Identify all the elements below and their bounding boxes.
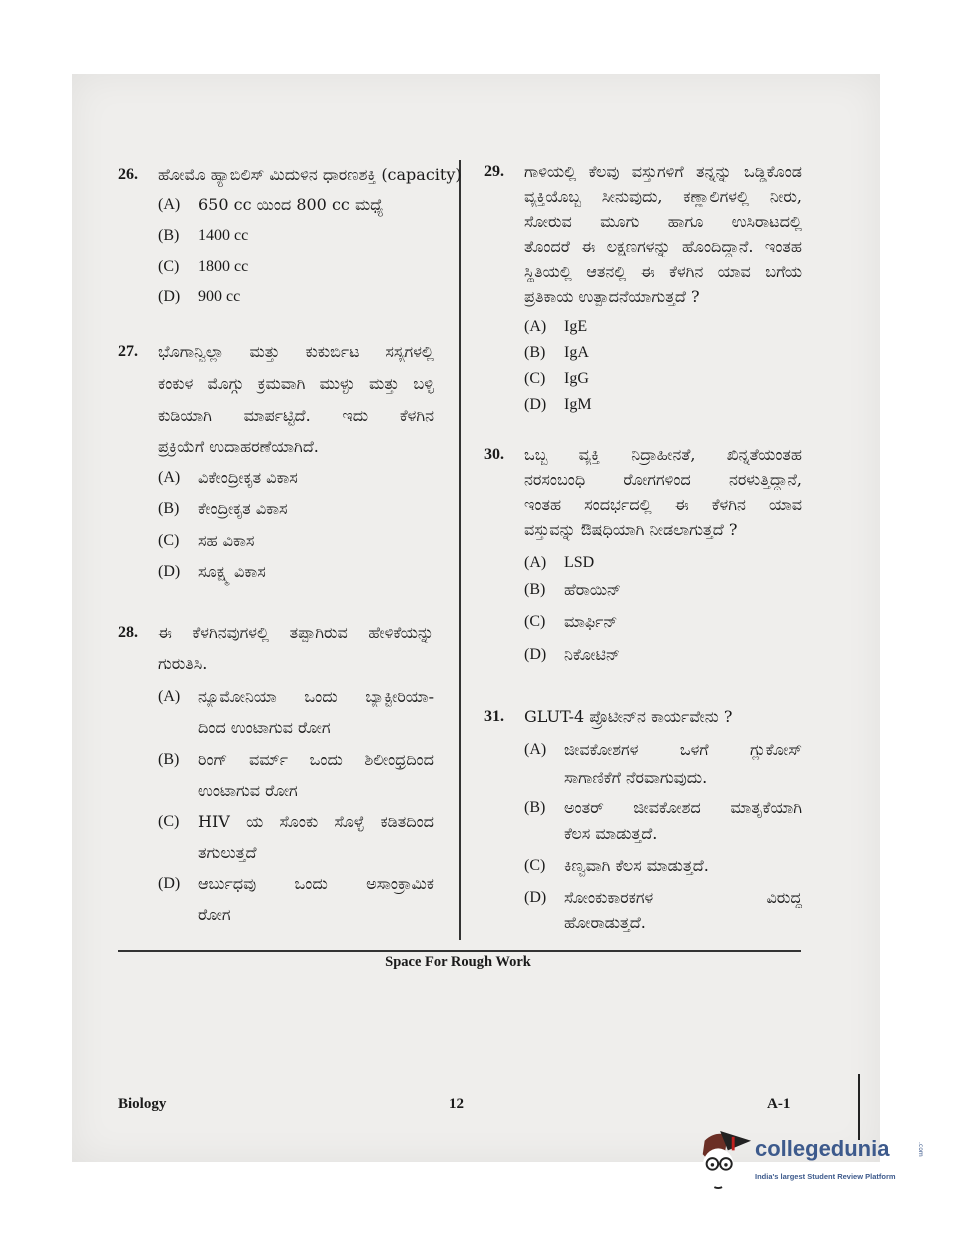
- option-text-line: IgA: [564, 344, 589, 361]
- question-text-line: ಕಂಕುಳ ಮೊಗ್ಗು ಕ್ರಮವಾಗಿ ಮುಳ್ಳು ಮತ್ತು ಬಳ್ಳಿ: [158, 374, 434, 393]
- question-text-line: ಕುಡಿಯಾಗಿ ಮಾರ್ಪಟ್ಟಿದೆ. ಇದು ಕೆಳಗಿನ: [158, 406, 434, 425]
- option-label: (C): [524, 370, 546, 387]
- question-text-line: ಗಾಳಿಯಲ್ಲಿ ಕೆಲವು ವಸ್ತುಗಳಿಗೆ ತನ್ನನ್ನು ಒಡ್ಡಿಕೊಂಡ: [524, 162, 802, 181]
- option-text-line: ಜೀವಕೋಶಗಳ ಒಳಗೆ ಗ್ಲುಕೋಸ್: [564, 740, 802, 759]
- option-label: (A): [158, 196, 181, 213]
- column-divider: [459, 160, 461, 940]
- option-text-line: 1400 cc: [198, 227, 249, 244]
- option-text-line: ಕಿಣ್ವವಾಗಿ ಕೆಲಸ ಮಾಡುತ್ತದೆ.: [564, 856, 709, 875]
- option-label: (C): [158, 813, 180, 830]
- option-text-line: ತಗುಲುತ್ತದೆ: [198, 843, 257, 862]
- option-text-line: IgG: [564, 370, 589, 387]
- option-label: (A): [524, 554, 547, 571]
- option-text-line: ಕೇಂದ್ರೀಕೃತ ವಿಕಾಸ: [198, 499, 288, 518]
- question-number: 28.: [118, 624, 138, 641]
- option-label: (B): [524, 344, 546, 361]
- option-text-line: ರಿಂಗ್ ವರ್ಮ್ ಒಂದು ಶಿಲೀಂಧ್ರದಿಂದ: [198, 750, 434, 769]
- option-text-line: ಹೋರಾಡುತ್ತದೆ.: [564, 913, 646, 932]
- option-label: (A): [158, 469, 181, 486]
- question-number: 27.: [118, 343, 138, 360]
- option-text-line: ನಿಕೋಟಿನ್: [564, 645, 621, 664]
- logo-tagline: India's largest Student Review Platform: [755, 1172, 896, 1181]
- footer-subject: Biology: [118, 1096, 167, 1112]
- footer-page-number: 12: [449, 1096, 464, 1112]
- option-text-line: ಉಂಟಾಗುವ ರೋಗ: [198, 781, 298, 800]
- option-label: (C): [524, 857, 546, 874]
- option-text-line: ಹೆರಾಯಿನ್: [564, 580, 622, 599]
- question-text-line: ಇಂತಹ ಸಂದರ್ಭದಲ್ಲಿ ಈ ಕೆಳಗಿನ ಯಾವ: [524, 495, 802, 514]
- question-text-line: ಗುರುತಿಸಿ.: [158, 654, 208, 673]
- option-text-line: ಸಹ ವಿಕಾಸ: [198, 531, 255, 550]
- option-text-line: ಸೂಕ್ಷ್ಮ ವಿಕಾಸ: [198, 562, 266, 581]
- option-label: (D): [158, 563, 181, 580]
- option-label: (D): [158, 875, 181, 892]
- question-text-line: ಪ್ರಕ್ರಿಯೆಗೆ ಉದಾಹರಣೆಯಾಗಿದೆ.: [158, 437, 319, 456]
- option-label: (D): [158, 288, 181, 305]
- option-label: (A): [524, 741, 547, 758]
- question-number: 26.: [118, 166, 138, 183]
- option-text-line: ಮಾರ್ಫಿನ್: [564, 612, 618, 631]
- option-label: (A): [524, 318, 547, 335]
- option-text-line: ಅಂತರ್ ಜೀವಕೋಶದ ಮಾತೃಕೆಯಾಗಿ: [564, 798, 802, 817]
- option-text-line: ಕೆಲಸ ಮಾಡುತ್ತದೆ.: [564, 824, 658, 843]
- question-text-line: ಭೊಗಾನ್ವಿಲ್ಲಾ ಮತ್ತು ಕುಕುರ್ಬಿಟ ಸಸ್ಯಗಳಲ್ಲಿ: [158, 342, 434, 361]
- question-text-line: GLUT-4 ಪ್ರೊಟೀನ್‌ನ ಕಾರ್ಯವೇನು ?: [524, 707, 733, 726]
- option-label: (B): [524, 799, 546, 816]
- question-number: 31.: [484, 708, 504, 725]
- question-text-line: ಈ ಕೆಳಗಿನವುಗಳಲ್ಲಿ ತಪ್ಪಾಗಿರುವ ಹೇಳಿಕೆಯನ್ನು: [158, 623, 434, 642]
- option-text-line: ಆರ್ಬುಧವು ಒಂದು ಅಸಾಂಕ್ರಾಮಿಕ: [198, 874, 434, 893]
- option-label: (B): [158, 500, 180, 517]
- question-text-line: ತೊಂದರೆ ಈ ಲಕ್ಷಣಗಳನ್ನು ಹೊಂದಿದ್ದಾನೆ. ಇಂತಹ: [524, 237, 802, 256]
- option-label: (C): [158, 258, 180, 275]
- option-text-line: 650 cc ಯಿಂದ 800 cc ಮಧ್ಯೆ: [198, 195, 384, 214]
- option-text-line: ಸಾಗಾಣಿಕೆಗೆ ನೆರವಾಗುವುದು.: [564, 768, 708, 787]
- mascot-icon: [695, 1128, 753, 1194]
- option-label: (C): [524, 613, 546, 630]
- option-text-line: IgM: [564, 396, 592, 413]
- question-text-line: ಸೋರುವ ಮೂಗು ಹಾಗೂ ಉಸಿರಾಟದಲ್ಲಿ: [524, 212, 802, 231]
- question-text-line: ಒಬ್ಬ ವ್ಯಕ್ತಿ ನಿದ್ರಾಹೀನತೆ, ಖಿನ್ನತೆಯಂತಹ: [524, 445, 802, 464]
- logo-wordmark: collegedunia: [755, 1136, 890, 1161]
- option-text-line: ದಿಂದ ಉಂಟಾಗುವ ರೋಗ: [198, 718, 331, 737]
- option-label: (B): [158, 751, 180, 768]
- option-text-line: ವಿಕೇಂದ್ರೀಕೃತ ವಿಕಾಸ: [198, 468, 298, 487]
- option-text-line: 900 cc: [198, 288, 241, 305]
- logo-domain: .com: [917, 1142, 924, 1157]
- question-text-line: ವಸ್ತುವನ್ನು ಔಷಧಿಯಾಗಿ ನೀಡಲಾಗುತ್ತದೆ ?: [524, 520, 738, 539]
- option-label: (D): [524, 396, 547, 413]
- option-text-line: ರೋಗ: [198, 905, 231, 924]
- option-text-line: HIV ಯ ಸೊಂಕು ಸೊಳ್ಳೆ ಕಡಿತದಿಂದ: [198, 812, 434, 831]
- collegedunia-logo: [695, 1128, 945, 1198]
- option-label: (B): [158, 227, 180, 244]
- option-label: (C): [158, 532, 180, 549]
- rough-work-divider: [118, 950, 801, 952]
- question-number: 30.: [484, 446, 504, 463]
- option-label: (B): [524, 581, 546, 598]
- option-text-line: LSD: [564, 554, 595, 571]
- question-text-line: ಪ್ರತಿಕಾಯ ಉತ್ಪಾದನೆಯಾಗುತ್ತದೆ ?: [524, 287, 700, 306]
- option-text-line: ನ್ಯೂಮೋನಿಯಾ ಒಂದು ಬ್ಯಾಕ್ಟೀರಿಯಾ-: [198, 687, 434, 706]
- option-label: (D): [524, 889, 547, 906]
- option-label: (A): [158, 688, 181, 705]
- option-label: (D): [524, 646, 547, 663]
- option-text-line: 1800 cc: [198, 258, 249, 275]
- question-text-line: ನರಸಂಬಂಧಿ ರೋಗಗಳಿಂದ ನರಳುತ್ತಿದ್ದಾನೆ,: [524, 470, 802, 489]
- option-text-line: ಸೋಂಕುಕಾರಕಗಳ ವಿರುದ್ಧ: [564, 888, 802, 907]
- question-text-line: ಹೋಮೊ ಹ್ಯಾಬಿಲಿಸ್ ಮಿದುಳಿನ ಧಾರಣಶಕ್ತಿ (capacity): [158, 165, 462, 184]
- question-text-line: ಸ್ಥಿತಿಯಲ್ಲಿ ಆತನಲ್ಲಿ ಈ ಕೆಳಗಿನ ಯಾವ ಬಗೆಯ: [524, 262, 802, 281]
- option-text-line: IgE: [564, 318, 588, 335]
- question-number: 29.: [484, 163, 504, 180]
- rough-work-label: Space For Rough Work: [385, 954, 531, 970]
- question-text-line: ವ್ಯಕ್ತಿಯೊಬ್ಬ ಸೀನುವುದು, ಕಣ್ಣಾಲಿಗಳಲ್ಲಿ ನೀರು,: [524, 187, 802, 206]
- footer-booklet-code: A-1: [767, 1096, 791, 1112]
